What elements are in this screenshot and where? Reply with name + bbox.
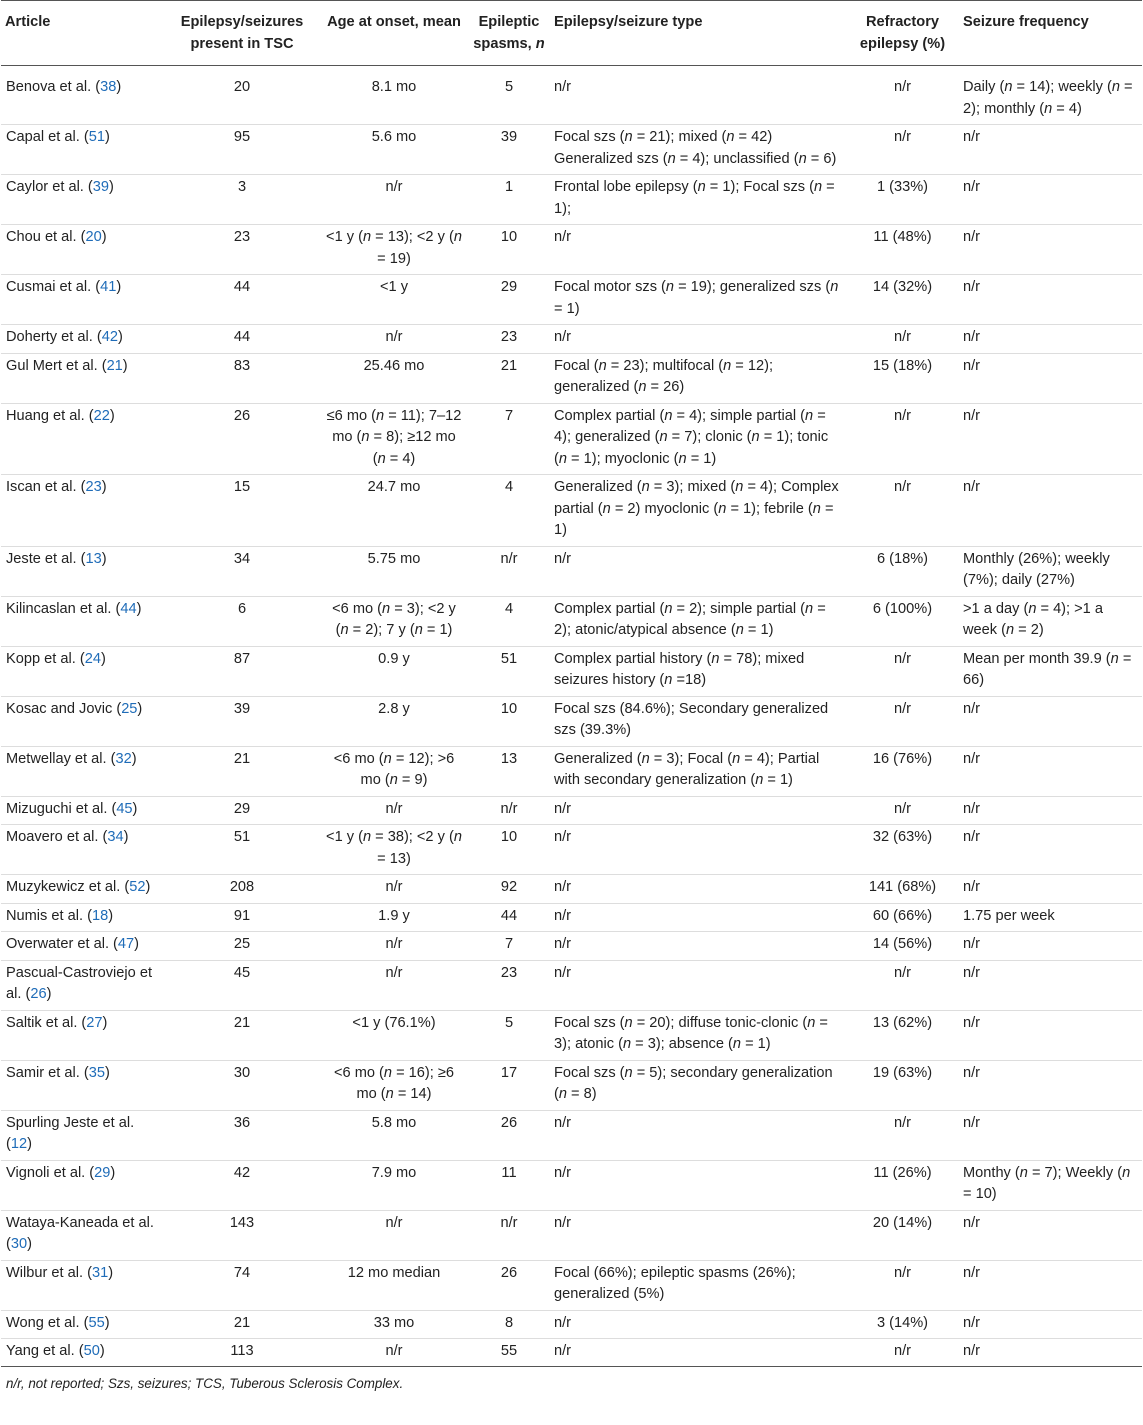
cell-seizure-type: Focal (n = 23); multifocal (n = 12); generalized (n = 26)	[554, 357, 774, 395]
table-row	[1, 1010, 1142, 1060]
table-row	[1, 66, 1142, 125]
cell-age-onset: n/r	[385, 329, 403, 345]
cell-article: Wong et al. (55)	[6, 1314, 110, 1331]
table-row	[1, 353, 1142, 403]
table-row	[1, 546, 1142, 596]
table-row	[1, 875, 1142, 904]
cell-age-onset: 12 mo median	[347, 1264, 441, 1281]
cell-article: Kosac and Jovic (25)	[6, 700, 143, 717]
cell-spasms: 10	[500, 829, 518, 845]
cell-spasms: 8	[504, 1314, 514, 1331]
cell-article: Benova et al. (38)	[6, 79, 122, 95]
cell-epilepsy-present: 44	[233, 279, 251, 295]
cell-spasms: 29	[500, 279, 518, 295]
table-row	[1, 903, 1142, 932]
cell-spasms: 5	[504, 1014, 514, 1031]
cell-article: Kopp et al. (24)	[6, 650, 106, 667]
cell-age-onset: 0.9 y	[378, 650, 410, 667]
header-epileptic-spasms: Epileptic spasms, n	[473, 14, 545, 52]
cell-seizure-type: n/r	[554, 964, 572, 981]
cell-refractory: n/r	[893, 1264, 912, 1281]
cell-article: Kilincaslan et al. (44)	[6, 600, 142, 617]
cell-age-onset: 5.6 mo	[371, 129, 417, 145]
cell-age-onset: n/r	[385, 1214, 403, 1231]
cell-frequency: n/r	[963, 179, 981, 195]
cell-frequency: n/r	[963, 1314, 981, 1331]
cell-frequency: n/r	[963, 329, 981, 345]
cell-spasms: 1	[504, 179, 514, 195]
cell-age-onset: n/r	[385, 879, 403, 895]
cell-epilepsy-present: 208	[229, 879, 255, 895]
cell-frequency: n/r	[963, 357, 981, 374]
cell-refractory: n/r	[893, 407, 912, 424]
cell-article: Muzykewicz et al. (52)	[6, 879, 151, 895]
cell-epilepsy-present: 23	[233, 229, 251, 245]
cell-spasms: n/r	[500, 800, 518, 817]
cell-frequency: n/r	[963, 1264, 981, 1281]
table-row	[1, 125, 1142, 175]
cell-frequency: Monthly (26%); weekly (7%); daily (27%)	[963, 550, 1110, 588]
cell-epilepsy-present: 29	[233, 800, 251, 817]
cell-refractory: n/r	[893, 479, 912, 495]
cell-refractory: 19 (63%)	[872, 1064, 933, 1081]
cell-refractory: 14 (56%)	[872, 936, 933, 952]
cell-epilepsy-present: 143	[229, 1214, 255, 1231]
table-row	[1, 225, 1142, 275]
cell-epilepsy-present: 39	[233, 700, 251, 717]
cell-seizure-type: Focal motor szs (n = 19); generalized szs (n = 1)	[554, 279, 839, 317]
cell-seizure-type: n/r	[554, 229, 572, 245]
cell-spasms: 10	[500, 229, 518, 245]
cell-age-onset: 1.9 y	[378, 907, 410, 924]
cell-age-onset: 33 mo	[373, 1314, 415, 1331]
table-row	[1, 475, 1142, 547]
cell-seizure-type: n/r	[554, 800, 572, 817]
cell-spasms: 44	[500, 907, 518, 924]
table-row	[1, 1339, 1142, 1367]
cell-seizure-type: n/r	[554, 1114, 572, 1131]
cell-frequency: n/r	[963, 229, 981, 245]
cell-epilepsy-present: 26	[233, 407, 251, 424]
cell-refractory: n/r	[893, 1114, 912, 1131]
cell-seizure-type: Focal (66%); epileptic spasms (26%); generalized (5%)	[554, 1264, 796, 1302]
cell-article: Capal et al. (51)	[6, 129, 110, 145]
cell-epilepsy-present: 6	[237, 600, 247, 617]
cell-article: Mizuguchi et al. (45)	[6, 800, 138, 817]
cell-seizure-type: Complex partial (n = 4); simple partial (n = 4); generalized (n = 7); clonic (n = 1); tonic (n = 1); myoclonic (n = 1)	[554, 407, 829, 467]
cell-frequency: Daily (n = 14); weekly (n = 2); monthly (n = 4)	[963, 79, 1133, 117]
cell-refractory: 13 (62%)	[872, 1014, 933, 1031]
cell-spasms: 23	[500, 329, 518, 345]
cell-article: Spurling Jeste et al. (12)	[6, 1114, 135, 1152]
cell-spasms: 13	[500, 750, 518, 767]
cell-refractory: 11 (48%)	[873, 229, 932, 245]
cell-frequency: n/r	[963, 1114, 981, 1131]
cell-frequency: 1.75 per week	[963, 907, 1055, 924]
cell-spasms: 11	[501, 1164, 517, 1181]
cell-epilepsy-present: 25	[233, 936, 251, 952]
cell-spasms: 21	[500, 357, 518, 374]
cell-age-onset: ≤6 mo (n = 11); 7–12 mo (n = 8); ≥12 mo (n = 4)	[326, 407, 462, 467]
cell-spasms: 4	[504, 479, 514, 495]
cell-refractory: 3 (14%)	[876, 1314, 929, 1331]
cell-seizure-type: n/r	[554, 79, 572, 95]
cell-spasms: 7	[504, 936, 514, 952]
cell-refractory: 20 (14%)	[872, 1214, 933, 1231]
cell-epilepsy-present: 36	[233, 1114, 251, 1131]
cell-epilepsy-present: 51	[233, 829, 251, 845]
cell-seizure-type: Frontal lobe epilepsy (n = 1); Focal szs (n = 1);	[554, 179, 835, 217]
table-row	[1, 960, 1142, 1010]
cell-epilepsy-present: 30	[233, 1064, 251, 1081]
cell-spasms: 26	[500, 1114, 518, 1131]
cell-age-onset: 5.8 mo	[371, 1114, 417, 1131]
cell-seizure-type: n/r	[554, 329, 572, 345]
cell-spasms: 23	[500, 964, 518, 981]
cell-frequency: >1 a day (n = 4); >1 a week (n = 2)	[963, 600, 1103, 638]
cell-refractory: 60 (66%)	[872, 907, 933, 924]
cell-epilepsy-present: 21	[233, 1314, 251, 1331]
header-row	[1, 1, 1142, 66]
cell-refractory: n/r	[893, 800, 912, 817]
cell-frequency: n/r	[963, 750, 981, 767]
cell-frequency: n/r	[963, 1064, 981, 1081]
cell-refractory: n/r	[893, 964, 912, 981]
cell-article: Samir et al. (35)	[6, 1064, 110, 1081]
cell-refractory: 141 (68%)	[868, 879, 937, 895]
cell-frequency: n/r	[963, 879, 981, 895]
cell-epilepsy-present: 42	[233, 1164, 251, 1181]
cell-seizure-type: n/r	[554, 1343, 572, 1359]
cell-article: Metwellay et al. (32)	[6, 750, 137, 767]
table-row	[1, 175, 1142, 225]
cell-spasms: 55	[500, 1343, 518, 1359]
cell-article: Yang et al. (50)	[6, 1343, 105, 1359]
cell-age-onset: 7.9 mo	[371, 1164, 417, 1181]
cell-age-onset: n/r	[385, 964, 403, 981]
header-age-onset: Age at onset, mean	[327, 14, 461, 30]
cell-article: Vignoli et al. (29)	[6, 1164, 116, 1181]
table-row	[1, 325, 1142, 354]
cell-article: Numis et al. (18)	[6, 907, 114, 924]
cell-article: Caylor et al. (39)	[6, 179, 114, 195]
cell-epilepsy-present: 95	[233, 129, 251, 145]
header-seizure-type: Epilepsy/seizure type	[554, 14, 703, 30]
cell-epilepsy-present: 20	[233, 79, 251, 95]
cell-frequency: n/r	[963, 829, 981, 845]
table-row	[1, 646, 1142, 696]
cell-spasms: 7	[504, 407, 514, 424]
table-row	[1, 1260, 1142, 1310]
epilepsy-table	[1, 0, 1142, 1367]
table-row	[1, 1110, 1142, 1160]
cell-seizure-type: n/r	[554, 1214, 572, 1231]
cell-spasms: 17	[500, 1064, 518, 1081]
cell-refractory: 14 (32%)	[872, 279, 933, 295]
cell-seizure-type: Complex partial history (n = 78); mixed seizures history (n =18)	[554, 650, 805, 688]
table-row	[1, 796, 1142, 825]
table-row	[1, 1210, 1142, 1260]
cell-frequency: n/r	[963, 964, 981, 981]
cell-frequency: n/r	[963, 129, 981, 145]
cell-article: Jeste et al. (13)	[6, 550, 107, 567]
cell-age-onset: n/r	[385, 800, 403, 817]
cell-seizure-type: Generalized (n = 3); Focal (n = 4); Partial with secondary generalization (n = 1)	[554, 750, 820, 788]
cell-age-onset: <6 mo (n = 16); ≥6 mo (n = 14)	[334, 1064, 454, 1102]
cell-article: Iscan et al. (23)	[6, 479, 107, 495]
cell-refractory: 6 (18%)	[876, 550, 929, 567]
cell-article: Chou et al. (20)	[6, 229, 107, 245]
cell-article: Gul Mert et al. (21)	[6, 357, 128, 374]
cell-age-onset: <6 mo (n = 3); <2 y (n = 2); 7 y (n = 1)	[332, 600, 456, 638]
cell-epilepsy-present: 45	[233, 964, 251, 981]
cell-epilepsy-present: 83	[233, 357, 251, 374]
cell-refractory: n/r	[893, 79, 912, 95]
cell-age-onset: 8.1 mo	[371, 79, 417, 95]
cell-refractory: n/r	[893, 650, 912, 667]
cell-frequency: n/r	[963, 700, 981, 717]
cell-article: Wataya-Kaneada et al. (30)	[6, 1214, 154, 1252]
cell-epilepsy-present: 34	[233, 550, 251, 567]
cell-age-onset: n/r	[385, 179, 403, 195]
cell-seizure-type: n/r	[554, 936, 572, 952]
cell-age-onset: 25.46 mo	[363, 357, 425, 374]
cell-refractory: 6 (100%)	[872, 600, 933, 617]
cell-frequency: Mean per month 39.9 (n = 66)	[963, 650, 1132, 688]
cell-article: Huang et al. (22)	[6, 407, 115, 424]
cell-epilepsy-present: 113	[230, 1343, 254, 1359]
table-footnote: n/r, not reported; Szs, seizures; TCS, Tuberous Sclerosis Complex.	[6, 1375, 404, 1391]
cell-refractory: n/r	[893, 1343, 912, 1359]
cell-epilepsy-present: 44	[233, 329, 251, 345]
cell-frequency: n/r	[963, 479, 981, 495]
cell-seizure-type: n/r	[554, 1164, 572, 1181]
cell-frequency: n/r	[963, 936, 981, 952]
table-row	[1, 696, 1142, 746]
cell-spasms: 4	[504, 600, 514, 617]
cell-article: Doherty et al. (42)	[6, 329, 123, 345]
table-row	[1, 596, 1142, 646]
header-refractory: Refractory epilepsy (%)	[859, 14, 946, 52]
header-epilepsy-present: Epilepsy/seizures present in TSC	[180, 14, 304, 52]
cell-seizure-type: n/r	[554, 550, 572, 567]
cell-spasms: n/r	[500, 550, 518, 567]
header-article: Article	[5, 14, 51, 30]
table-row	[1, 1060, 1142, 1110]
cell-seizure-type: Focal szs (n = 21); mixed (n = 42) Generalized szs (n = 4); unclassified (n = 6)	[554, 129, 837, 167]
cell-age-onset: n/r	[385, 1343, 403, 1359]
cell-frequency: n/r	[963, 1343, 981, 1359]
table-body	[1, 66, 1142, 1367]
cell-frequency: Monthy (n = 7); Weekly (n = 10)	[963, 1164, 1131, 1202]
cell-epilepsy-present: 21	[233, 1014, 251, 1031]
cell-spasms: 92	[500, 879, 518, 895]
cell-seizure-type: Focal szs (n = 5); secondary generalization (n = 8)	[554, 1064, 833, 1102]
table-row	[1, 1310, 1142, 1339]
cell-epilepsy-present: 87	[233, 650, 251, 667]
cell-spasms: 26	[500, 1264, 518, 1281]
table-row	[1, 275, 1142, 325]
cell-refractory: n/r	[893, 129, 912, 145]
cell-age-onset: 2.8 y	[378, 700, 410, 717]
cell-seizure-type: Generalized (n = 3); mixed (n = 4); Complex partial (n = 2) myoclonic (n = 1); febrile (n = 1)	[554, 479, 839, 538]
cell-spasms: n/r	[500, 1214, 518, 1231]
cell-seizure-type: n/r	[554, 1314, 572, 1331]
cell-age-onset: n/r	[385, 936, 403, 952]
table-row	[1, 403, 1142, 475]
cell-article: Overwater et al. (47)	[6, 936, 140, 952]
table-row	[1, 746, 1142, 796]
cell-frequency: n/r	[963, 1014, 981, 1031]
cell-spasms: 39	[500, 129, 518, 145]
cell-epilepsy-present: 91	[233, 907, 251, 924]
cell-epilepsy-present: 74	[233, 1264, 251, 1281]
cell-refractory: 15 (18%)	[872, 357, 933, 374]
cell-refractory: 1 (33%)	[876, 179, 929, 195]
cell-frequency: n/r	[963, 279, 981, 295]
cell-frequency: n/r	[963, 800, 981, 817]
cell-seizure-type: n/r	[554, 829, 572, 845]
header-seizure-frequency: Seizure frequency	[963, 14, 1089, 30]
cell-refractory: 16 (76%)	[872, 750, 933, 767]
cell-seizure-type: n/r	[554, 907, 572, 924]
cell-article: Moavero et al. (34)	[6, 829, 129, 845]
cell-article: Cusmai et al. (41)	[6, 279, 122, 295]
cell-seizure-type: Focal szs (n = 20); diffuse tonic-clonic (n = 3); atonic (n = 3); absence (n = 1)	[554, 1014, 828, 1052]
cell-spasms: 10	[500, 700, 518, 717]
cell-seizure-type: Focal szs (84.6%); Secondary generalized szs (39.3%)	[554, 700, 829, 738]
cell-age-onset: <1 y	[380, 279, 408, 295]
cell-epilepsy-present: 3	[237, 179, 247, 195]
cell-epilepsy-present: 15	[233, 479, 251, 495]
cell-spasms: 51	[500, 650, 518, 667]
cell-age-onset: <1 y (n = 13); <2 y (n = 19)	[326, 229, 462, 267]
cell-frequency: n/r	[963, 407, 981, 424]
cell-frequency: n/r	[963, 1214, 981, 1231]
cell-spasms: 5	[504, 79, 514, 95]
cell-refractory: n/r	[893, 329, 912, 345]
cell-age-onset: <1 y (n = 38); <2 y (n = 13)	[326, 829, 462, 867]
cell-age-onset: <1 y (76.1%)	[352, 1014, 436, 1031]
table-row	[1, 825, 1142, 875]
cell-age-onset: <6 mo (n = 12); >6 mo (n = 9)	[333, 750, 455, 788]
cell-refractory: 11 (26%)	[873, 1164, 932, 1181]
cell-age-onset: 5.75 mo	[367, 550, 421, 567]
table-row	[1, 1160, 1142, 1210]
cell-refractory: 32 (63%)	[872, 829, 933, 845]
cell-article: Pascual-Castroviejo et al. (26)	[6, 964, 153, 1002]
table-row	[1, 932, 1142, 961]
cell-refractory: n/r	[893, 700, 912, 717]
cell-seizure-type: n/r	[554, 879, 572, 895]
cell-seizure-type: Complex partial (n = 2); simple partial (n = 2); atonic/atypical absence (n = 1)	[554, 600, 826, 638]
cell-epilepsy-present: 21	[233, 750, 251, 767]
cell-age-onset: 24.7 mo	[367, 479, 421, 495]
cell-article: Wilbur et al. (31)	[6, 1264, 114, 1281]
cell-article: Saltik et al. (27)	[6, 1014, 108, 1031]
